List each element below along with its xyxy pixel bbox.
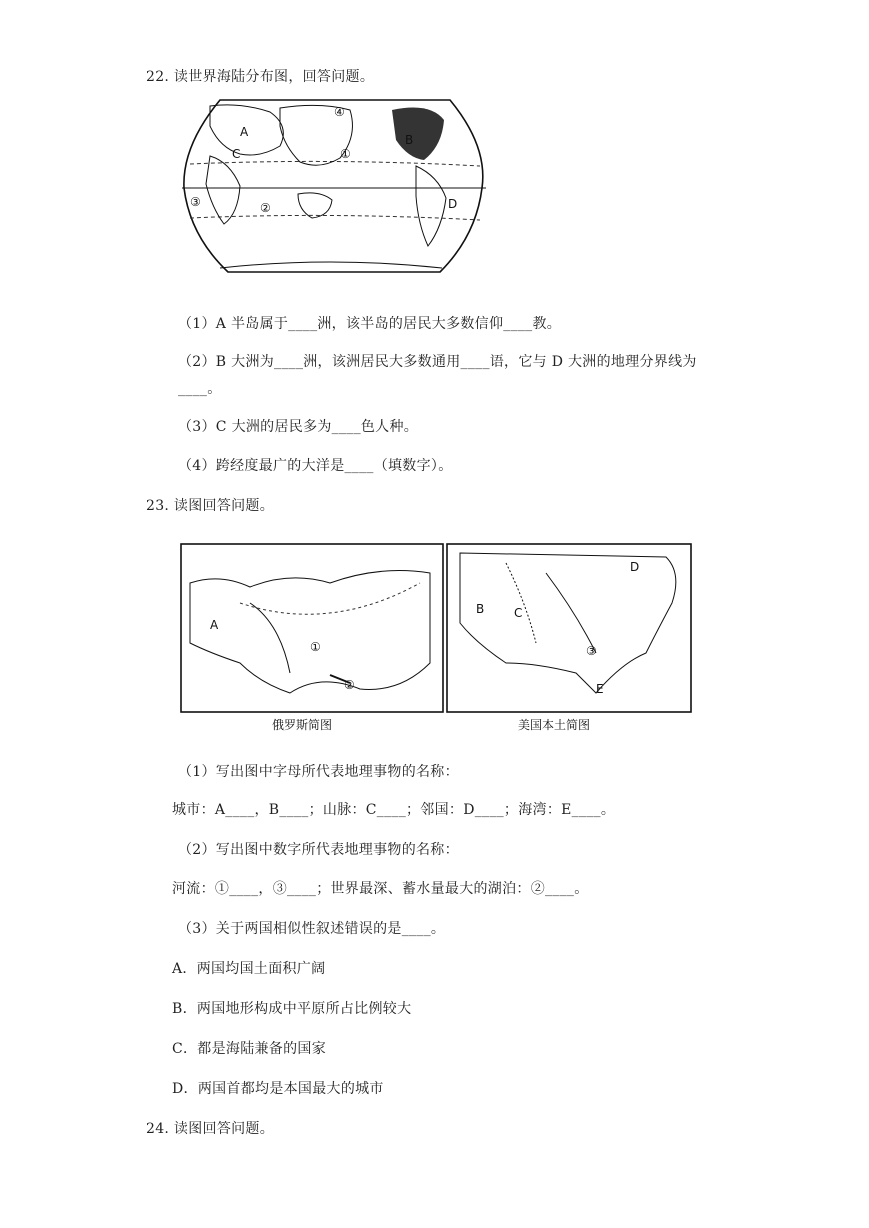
usa-label-d: D (630, 560, 640, 574)
question-24-title: 24. 读图回答问题。 (146, 1121, 275, 1137)
usa-label-3: ③ (586, 644, 597, 658)
world-land-sea-map (180, 96, 490, 276)
map22-label-a: A (240, 125, 249, 139)
q23-sub1: （1）写出图中字母所代表地理事物的名称： (178, 764, 459, 780)
russia-label-a: A (210, 618, 219, 632)
q22-sub4: （4）跨经度最广的大洋是____（填数字）。 (178, 458, 453, 474)
map22-label-1: ① (340, 147, 351, 161)
q22-sub1: （1）A 半岛属于____洲，该半岛的居民大多数信仰____教。 (178, 316, 562, 332)
usa-map (446, 543, 692, 735)
usa-label-c: C (514, 606, 523, 620)
q22-sub2a: （2）B 大洲为____洲，该洲居民大多数通用____语，它与 D 大洲的地理分界线为 (178, 354, 697, 370)
q23-option-d: D．两国首都均是本国最大的城市 (172, 1081, 384, 1097)
q23-sub2: （2）写出图中数字所代表地理事物的名称： (178, 842, 459, 858)
russia-label-1: ① (310, 640, 321, 654)
map22-label-4: ④ (334, 105, 345, 119)
question-22-title: 22. 读世界海陆分布图，回答问题。 (146, 69, 375, 85)
map22-label-3: ③ (190, 195, 201, 209)
q22-sub2b: ____。 (178, 381, 222, 397)
usa-label-b: B (476, 602, 485, 616)
q23-sub1-answer: 城市：A____，B____；山脉：C____；邻国：D____；海湾：E____。 (172, 802, 616, 818)
q23-option-c: C．都是海陆兼备的国家 (172, 1041, 327, 1057)
q23-sub2-answer: 河流：①____，③____；世界最深、蓄水量最大的湖泊：②____。 (172, 881, 589, 897)
map22-label-c: C (232, 147, 241, 161)
russia-map (180, 543, 444, 735)
q23-option-a: A．两国均国土面积广阔 (172, 961, 326, 977)
question-23-title: 23. 读图回答问题。 (146, 498, 275, 514)
map22-label-b: B (405, 133, 414, 147)
map22-label-d: D (448, 197, 458, 211)
usa-map-caption: 美国本土简图 (518, 718, 591, 732)
usa-label-e: E (596, 682, 604, 696)
q22-sub3: （3）C 大洲的居民多为____色人种。 (178, 419, 419, 435)
russia-label-2: ② (344, 678, 355, 692)
map22-label-2: ② (260, 201, 271, 215)
q23-option-b: B．两国地形构成中平原所占比例较大 (172, 1001, 412, 1017)
q23-sub3: （3）关于两国相似性叙述错误的是____。 (178, 921, 446, 937)
russia-map-caption: 俄罗斯简图 (272, 718, 333, 732)
